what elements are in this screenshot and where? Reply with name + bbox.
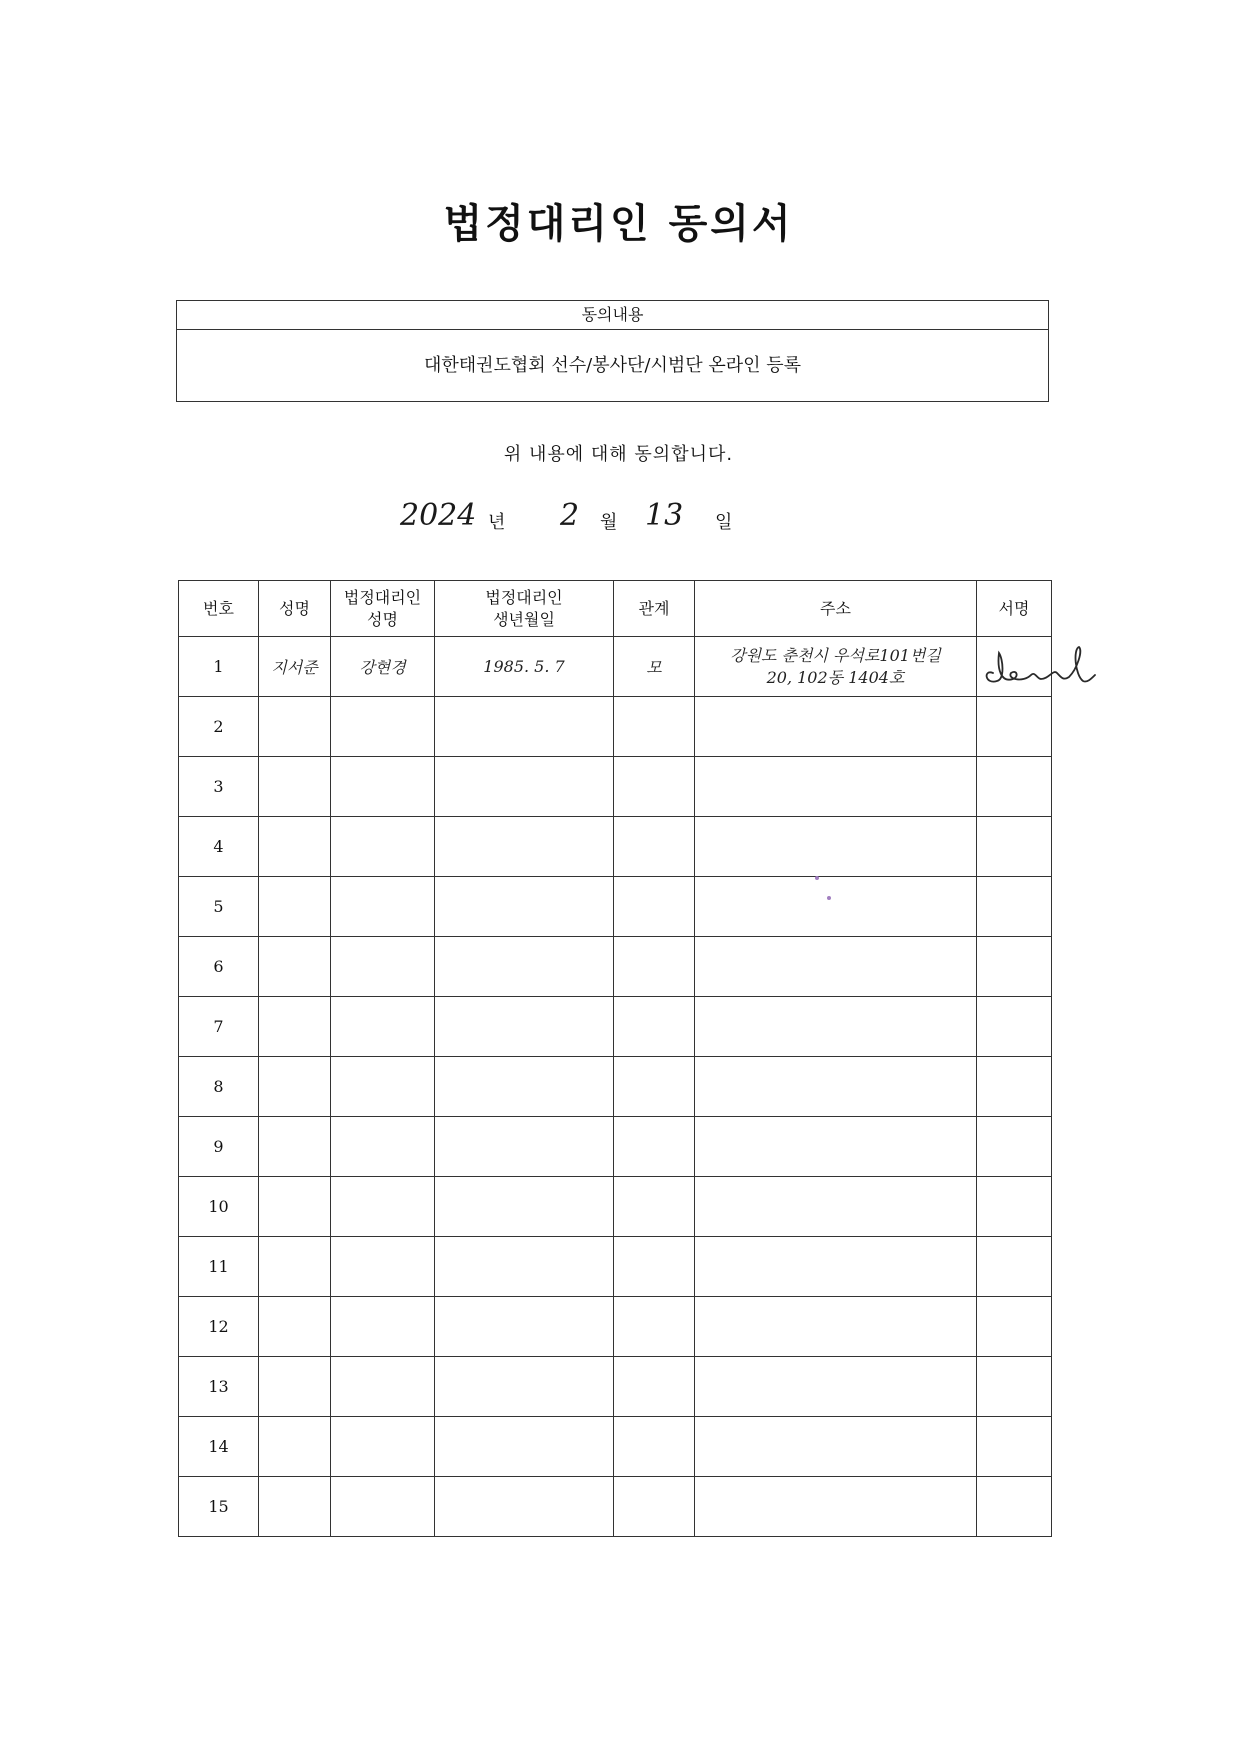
consent-header: 동의내용 (177, 301, 1048, 330)
cell-address (695, 697, 977, 757)
cell-relation (614, 817, 695, 877)
table-row (179, 817, 1052, 877)
table-row (179, 937, 1052, 997)
cell-address (695, 1057, 977, 1117)
table-row (179, 1177, 1052, 1237)
cell-signature (977, 1057, 1052, 1117)
header-address: 주소 (695, 581, 977, 637)
cell-rep-birth (435, 1057, 614, 1117)
cell-no: 4 (179, 817, 259, 877)
cell-rep-birth (435, 1417, 614, 1477)
header-rep-birth-line1: 법정대리인 (485, 587, 563, 607)
table-row (179, 637, 1052, 697)
cell-name (259, 817, 331, 877)
cell-no: 9 (179, 1117, 259, 1177)
cell-name (259, 877, 331, 937)
cell-no: 1 (179, 637, 259, 697)
cell-name (259, 1177, 331, 1237)
cell-rep-birth (435, 937, 614, 997)
cell-no: 3 (179, 757, 259, 817)
cell-no: 15 (179, 1477, 259, 1537)
cell-relation (614, 1477, 695, 1537)
cell-address (695, 1177, 977, 1237)
cell-relation (614, 1237, 695, 1297)
table-row (179, 697, 1052, 757)
cell-rep-birth (435, 1117, 614, 1177)
cell-rep-name (331, 697, 435, 757)
date-year-unit: 년 (488, 512, 506, 533)
cell-name (259, 757, 331, 817)
header-rep-birth (435, 581, 614, 637)
cell-signature (977, 1117, 1052, 1177)
cell-address (695, 1297, 977, 1357)
cell-signature (977, 1177, 1052, 1237)
cell-signature (977, 877, 1052, 937)
table-row (179, 1297, 1052, 1357)
cell-rep-birth (435, 757, 614, 817)
cell-rep-birth (435, 1477, 614, 1537)
header-no: 번호 (179, 581, 259, 637)
cell-signature (977, 1297, 1052, 1357)
cell-name (259, 1477, 331, 1537)
cell-name (259, 1117, 331, 1177)
cell-address (695, 1357, 977, 1417)
header-rep-birth-line2: 생년월일 (493, 609, 555, 629)
table-row (179, 1357, 1052, 1417)
cell-rep-name (331, 817, 435, 877)
header-signature: 서명 (977, 581, 1052, 637)
cell-address (695, 1477, 977, 1537)
cell-name (259, 1417, 331, 1477)
cell-signature (977, 937, 1052, 997)
cell-no: 2 (179, 697, 259, 757)
cell-no: 12 (179, 1297, 259, 1357)
cell-signature (977, 997, 1052, 1057)
table-row (179, 1477, 1052, 1537)
table-row (179, 877, 1052, 937)
consent-body: 대한태권도협회 선수/봉사단/시범단 온라인 등록 (423, 355, 802, 376)
cell-relation (614, 877, 695, 937)
registration-table (178, 580, 1052, 1537)
cell-address (695, 817, 977, 877)
table-row (179, 1057, 1052, 1117)
cell-name: 지서준 (259, 637, 331, 697)
cell-signature (977, 1477, 1052, 1537)
header-relation: 관계 (614, 581, 695, 637)
cell-address: 강원도 춘천시 우석로101번길 20, 102동 1404호 (695, 637, 977, 697)
cell-rep-birth (435, 1357, 614, 1417)
cell-relation (614, 1417, 695, 1477)
agree-statement: 위 내용에 대해 동의합니다. (503, 444, 734, 465)
cell-relation (614, 757, 695, 817)
cell-no: 8 (179, 1057, 259, 1117)
cell-rep-birth: 1985. 5. 7 (435, 637, 614, 697)
handwritten-signature-icon (979, 639, 1099, 695)
cell-rep-birth (435, 1177, 614, 1237)
table-row (179, 997, 1052, 1057)
cell-address (695, 1117, 977, 1177)
cell-signature (977, 757, 1052, 817)
cell-address (695, 997, 977, 1057)
cell-rep-name (331, 937, 435, 997)
cell-name (259, 1297, 331, 1357)
cell-rep-birth (435, 817, 614, 877)
cell-rep-name (331, 1357, 435, 1417)
cell-rep-name (331, 1477, 435, 1537)
date-day: 13 (645, 498, 684, 533)
cell-relation (614, 1177, 695, 1237)
cell-name (259, 997, 331, 1057)
table-row (179, 1117, 1052, 1177)
cell-rep-name (331, 877, 435, 937)
table-body (179, 637, 1052, 1537)
table-row (179, 757, 1052, 817)
cell-rep-birth (435, 1297, 614, 1357)
cell-relation (614, 1057, 695, 1117)
cell-relation (614, 1117, 695, 1177)
cell-relation: 모 (614, 637, 695, 697)
cell-rep-birth (435, 697, 614, 757)
cell-rep-name (331, 1417, 435, 1477)
cell-no: 11 (179, 1237, 259, 1297)
date-month-unit: 월 (600, 512, 618, 533)
date-day-unit: 일 (715, 512, 733, 533)
cell-name (259, 1057, 331, 1117)
header-rep-name (331, 581, 435, 637)
header-rep-name-line1: 법정대리인 (343, 587, 422, 607)
header-rep-name-line2: 성명 (367, 609, 398, 629)
cell-relation (614, 697, 695, 757)
cell-no: 14 (179, 1417, 259, 1477)
cell-rep-birth (435, 997, 614, 1057)
cell-relation (614, 997, 695, 1057)
cell-name (259, 697, 331, 757)
cell-signature (977, 1237, 1052, 1297)
cell-address (695, 1237, 977, 1297)
cell-address (695, 757, 977, 817)
date-year: 2024 (400, 498, 477, 533)
cell-name (259, 1237, 331, 1297)
cell-address (695, 877, 977, 937)
table-row (179, 1237, 1052, 1297)
cell-rep-name (331, 1117, 435, 1177)
cell-no: 6 (179, 937, 259, 997)
cell-no: 5 (179, 877, 259, 937)
cell-relation (614, 1297, 695, 1357)
cell-rep-name: 강현경 (331, 637, 435, 697)
date-month: 2 (560, 498, 580, 533)
header-name: 성명 (259, 581, 331, 637)
cell-rep-name (331, 1057, 435, 1117)
cell-signature (977, 697, 1052, 757)
ink-speck (815, 876, 819, 880)
date-row (400, 498, 820, 542)
table-header-row (179, 581, 1052, 637)
cell-rep-birth (435, 1237, 614, 1297)
cell-name (259, 937, 331, 997)
cell-signature (977, 817, 1052, 877)
cell-rep-name (331, 1297, 435, 1357)
table-row (179, 1417, 1052, 1477)
ink-speck (827, 896, 831, 900)
cell-relation (614, 937, 695, 997)
cell-signature (977, 1357, 1052, 1417)
cell-no: 7 (179, 997, 259, 1057)
cell-no: 10 (179, 1177, 259, 1237)
cell-rep-name (331, 757, 435, 817)
cell-rep-birth (435, 877, 614, 937)
consent-box (176, 300, 1049, 402)
cell-name (259, 1357, 331, 1417)
cell-signature (977, 1417, 1052, 1477)
cell-address (695, 1417, 977, 1477)
cell-relation (614, 1357, 695, 1417)
document-title: 법정대리인 동의서 (443, 201, 794, 247)
cell-signature (977, 637, 1052, 697)
cell-rep-name (331, 1237, 435, 1297)
cell-rep-name (331, 997, 435, 1057)
cell-no: 13 (179, 1357, 259, 1417)
cell-address (695, 937, 977, 997)
cell-rep-name (331, 1177, 435, 1237)
